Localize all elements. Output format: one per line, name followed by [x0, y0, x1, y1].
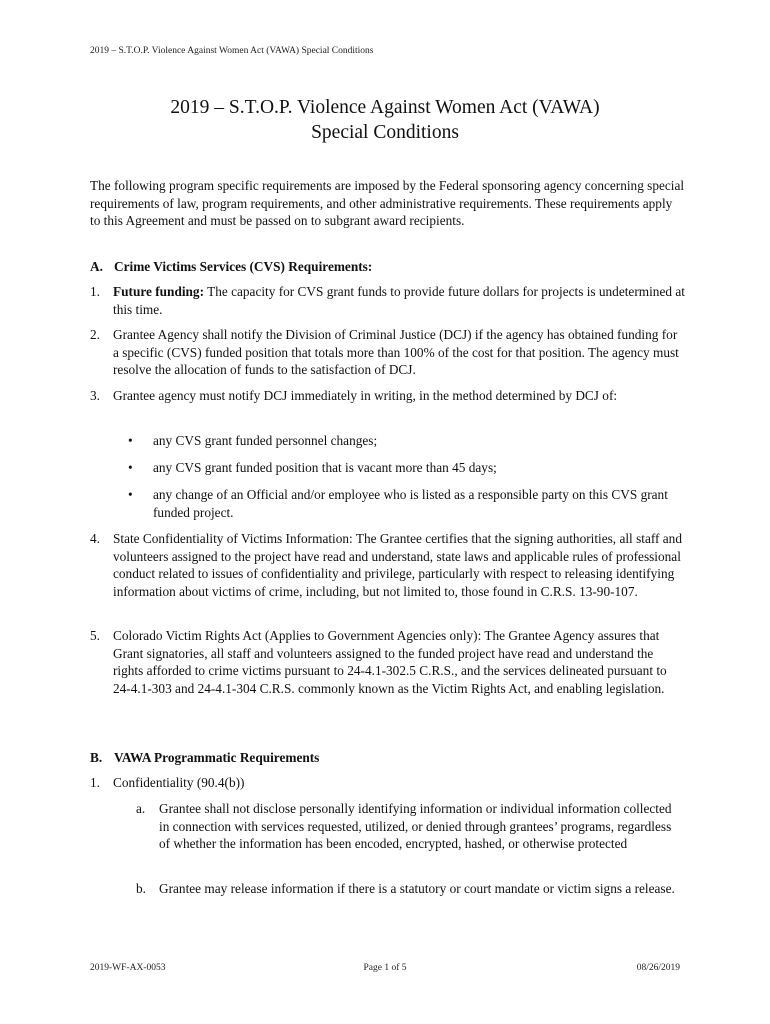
- bullet-icon: •: [128, 487, 133, 502]
- bullet-item: [128, 486, 685, 521]
- item-text: Confidentiality (90.4(b)): [113, 775, 245, 790]
- item-number: 1.: [90, 775, 100, 790]
- footer-document-id: 2019-WF-AX-0053: [90, 963, 166, 973]
- item-text: State Confidentiality of Victims Information: The Grantee certifies that the signing authorities, all staff and volunteers assigned to the project have read and understand, state laws and applicable rules of professional conduct related to issues of confidentiality and privilege, particularly with respect to releasing identifying information about victims of crime, including, but not limited to, those found in C.R.S. 13-90-107.: [113, 531, 682, 599]
- item-text: Future funding: The capacity for CVS grant funds to provide future dollars for projects is undetermined at this time.: [113, 284, 685, 317]
- section-b-label: B.: [90, 750, 103, 765]
- bullet-text: any CVS grant funded personnel changes;: [153, 433, 378, 448]
- section-b-item-1: [90, 774, 685, 792]
- section-b-heading: [90, 750, 319, 766]
- bullet-item: [128, 459, 685, 477]
- section-b-title: VAWA Programmatic Requirements: [114, 750, 320, 765]
- section-a-item-2: [90, 326, 685, 379]
- footer-page-number: Page 1 of 5: [363, 963, 407, 973]
- item-number: 4.: [90, 531, 100, 546]
- footer-date: 08/26/2019: [636, 963, 680, 973]
- item-text: Grantee Agency shall notify the Division of Criminal Justice (DCJ) if the agency has obtained funding for a specific (CVS) funded position that totals more than 100% of the cost for that position. The agency must resolve the allocation of funds to the satisfaction of DCJ.: [113, 327, 679, 377]
- document-title: [0, 95, 770, 145]
- bullet-icon: •: [128, 460, 133, 475]
- subitem-text: Grantee shall not disclose personally identifying information or individual information collected in connection with services requested, utilized, or denied through grantees’ programs, regardless of whether the information has been encoded, encrypted, hashed, or otherwise protected: [159, 801, 672, 851]
- item-number: 1.: [90, 284, 100, 299]
- bullet-icon: •: [128, 433, 133, 448]
- section-b-subitem-b: [136, 880, 685, 898]
- bullet-item: [128, 432, 685, 450]
- section-b-subitem-a: [136, 800, 685, 853]
- section-a-item-4: [90, 530, 685, 600]
- section-a-item-5: [90, 627, 685, 697]
- section-a-title: Crime Victims Services (CVS) Requirements:: [114, 259, 373, 274]
- item-text: Colorado Victim Rights Act (Applies to Government Agencies only): The Grantee Agency assures that Grant signatories, all staff and volunteers assigned to the funded project have read and understand the rights afforded to crime victims pursuant to 24-4.1-302.5 C.R.S., and the services delineated pursuant to 24-4.1-303 and 24-4.1-304 C.R.S. commonly known as the Victim Rights Act, and enabling legislation.: [113, 628, 667, 696]
- item-number: 5.: [90, 628, 100, 643]
- title-line-1: 2019 – S.T.O.P. Violence Against Women Act (VAWA): [170, 97, 600, 118]
- section-a-label: A.: [90, 259, 103, 274]
- subitem-letter: a.: [136, 801, 146, 816]
- section-a-item-1: [90, 283, 685, 318]
- item-text: Grantee agency must notify DCJ immediately in writing, in the method determined by DCJ of:: [113, 388, 618, 403]
- subitem-letter: b.: [136, 881, 146, 896]
- item-bold-lead: Future funding:: [113, 284, 205, 299]
- bullet-text: any change of an Official and/or employee who is listed as a responsible party on this CVS grant funded project.: [153, 487, 668, 520]
- item-number: 3.: [90, 388, 100, 403]
- section-a-item-3: [90, 387, 685, 405]
- section-a-heading: [90, 259, 372, 275]
- bullet-text: any CVS grant funded position that is vacant more than 45 days;: [153, 460, 497, 475]
- title-line-2: Special Conditions: [311, 122, 459, 143]
- running-header: 2019 – S.T.O.P. Violence Against Women Act (VAWA) Special Conditions: [90, 46, 374, 56]
- item-number: 2.: [90, 327, 100, 342]
- subitem-text: Grantee may release information if there is a statutory or court mandate or victim signs a release.: [159, 881, 675, 896]
- intro-paragraph: The following program specific requirements are imposed by the Federal sponsoring agency concerning special requirements of law, program requirements, and other administrative requirements. These requirements apply to this Agreement and must be passed on to subgrant award recipients.: [90, 178, 685, 228]
